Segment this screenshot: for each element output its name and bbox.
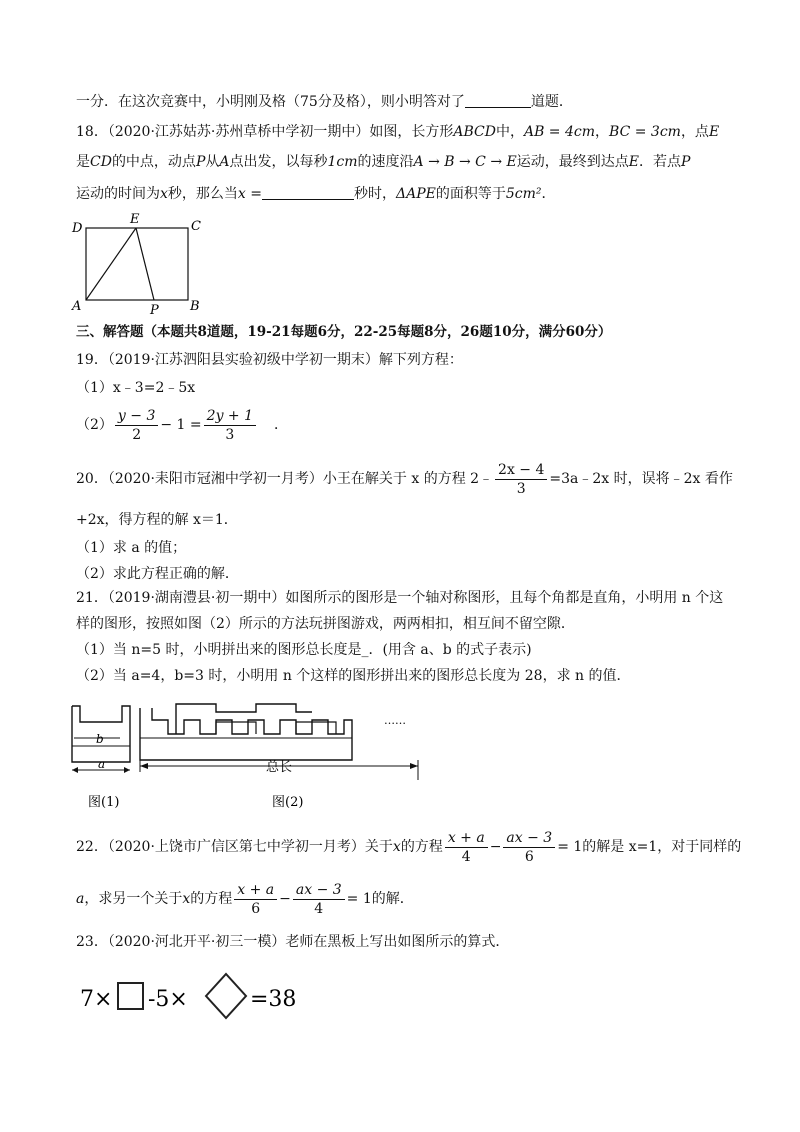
q17-line: 一分．在这次竞赛中，小明刚及格（75分及格），则小明答对了 道题． (76, 94, 573, 110)
label-b: B (190, 299, 200, 314)
figure-1-caption: 图(1) (88, 795, 120, 810)
q23-blackboard-expression (78, 968, 297, 1028)
rectangle-abcd (86, 228, 188, 300)
q20-part-1: （1）求 a 的值； (76, 540, 187, 556)
q19-part-1: （1）x﹣3=2﹣5x (76, 380, 196, 396)
expr-7-times: 7× (80, 987, 113, 1012)
label-e: E (130, 212, 140, 227)
figure-1-shape (72, 706, 130, 810)
q21-figures (66, 698, 442, 814)
svg-text:总长: 总长 (266, 760, 293, 775)
q21-part-1: （1）当 n=5 时，小明拼出来的图形总长度是_．(用含 a、b 的式子表示) (76, 642, 532, 658)
q19-part-2: （2） $\frac{y - 3}{2}$ − 1 = $\frac{2y + 1}{3}$ ． (76, 407, 289, 443)
q21-line-1: 21．（2019·湖南澧县·初一期中）如图所示的图形是一个轴对称图形，且每个角都是直角，小明用 n 个这 (76, 590, 724, 606)
expr-minus-5-times: -5× (148, 987, 188, 1012)
q23-line: 23．（2020·河北开平·初三一模）老师在黑板上写出如图所示的算式． (76, 934, 510, 950)
q18-line-2: 是CD的中点，动点P从A点出发，以每秒1cm的速度沿A → B → C → E运动，最终到达点E．若点P (76, 154, 691, 170)
diamond-box (206, 974, 246, 1018)
label-d: D (72, 221, 83, 236)
section-3-heading: 三、解答题（本题共8道题，19-21每题6分，22-25每题8分，26题10分，满分60分） (76, 324, 612, 340)
q21-part-2: （2）当 a=4，b=3 时，小明用 n 个这样的图形拼出来的图形总长度为 28，求 n 的值． (76, 668, 631, 684)
q17-answer-blank[interactable] (465, 93, 531, 108)
expr-equals-38: =38 (250, 987, 297, 1012)
q18-line-1: 18．（2020·江苏姑苏·苏州草桥中学初一期中）如图，长方形ABCD中，AB = 4cm，BC = 3cm，点E (76, 124, 720, 140)
q18-rectangle-figure (70, 212, 210, 316)
q20-part-2: （2）求此方程正确的解． (76, 566, 239, 582)
q22-line-2: a，求另一个关于x的方程 $\frac{x + a}{6}$ − $\frac{ax - 3}{4}$ = 1的解． (76, 881, 414, 917)
figure-ellipsis: …… (384, 714, 406, 727)
label-c: C (191, 219, 201, 234)
svg-text:a: a (98, 757, 106, 771)
square-box (118, 983, 143, 1009)
figure-2-caption: 图(2) (272, 795, 304, 810)
label-p: P (150, 303, 159, 318)
q20-line-1: 20．（2020·耒阳市冠湘中学初一月考）小王在解关于 x 的方程 2﹣ $\frac{2x - 4}{3}$ =3a﹣2x 时，误将﹣2x 看作 (76, 461, 733, 497)
label-a: A (72, 299, 82, 314)
q21-line-2: 样的图形，按照如图（2）所示的方法玩拼图游戏，两两相扣，相互间不留空隙． (76, 616, 575, 632)
q19-title: 19．（2019·江苏泗阳县实验初级中学初一期末）解下列方程： (76, 352, 463, 368)
svg-text:b: b (96, 732, 104, 746)
q18-line-3: 运动的时间为x秒，那么当x = 秒时，ΔAPE的面积等于5cm²． (76, 186, 556, 202)
figure-2-shape (140, 704, 418, 810)
q18-answer-blank[interactable] (262, 185, 354, 200)
q20-line-2: +2x，得方程的解 x＝1． (76, 512, 238, 528)
q22-line-1: 22．（2020·上饶市广信区第七中学初一月考）关于x的方程 $\frac{x + a}{4}$ − $\frac{ax - 3}{6}$ = 1的解是 x=1，对于同样的 (76, 829, 742, 865)
segment-ae (86, 228, 136, 300)
segment-ep (136, 228, 154, 300)
